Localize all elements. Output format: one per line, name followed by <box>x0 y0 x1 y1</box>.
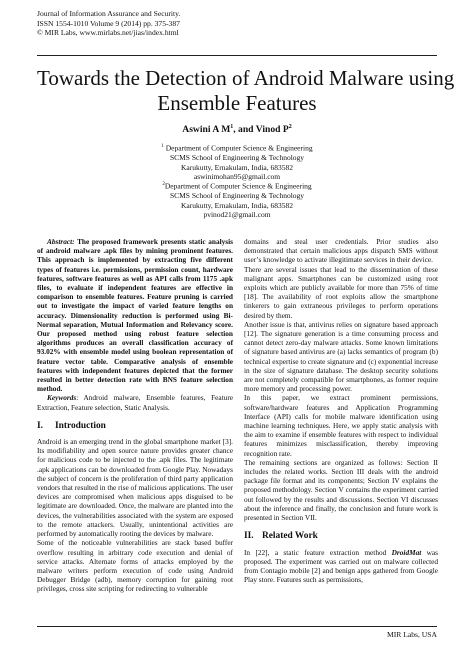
author-2-sup: 2 <box>288 124 292 130</box>
affiliation-1-school: SCMS School of Engineering & Technology <box>169 153 305 162</box>
intro-paragraph-6: In this paper, we extract prominent permissions, software/hardware features and Application Programming Interface (API) calls for mobile malware identification using machine learning techniques. Here, we apply static analysis with the aim to examine if ensemble features with respect to individual features minimizes misclassification, thereby improving recognition rate. <box>244 393 438 458</box>
affiliation-1-sup: 1 <box>161 144 164 149</box>
affiliation-1-address: Karukutty, Ernakulam, India, 683582 <box>181 162 293 172</box>
keywords-label: Keywords <box>47 393 77 403</box>
related-work-text-a: In [22], a static feature extraction method <box>244 547 392 557</box>
intro-paragraph-4: There are several issues that lead to the dissemination of these malignant apps. Smartphones can be customized using root exploits which are publicly available for more than 75% of time [18]. The availability of root exploits allow the smartphone tinkerers to gain extraneous privileges to perform operations desired by them. <box>244 264 438 320</box>
affiliation-2-sup: 2 <box>162 182 165 187</box>
journal-issn: ISSN 1554-1010 Volume 9 (2014) pp. 375-387 <box>37 18 180 28</box>
intro-paragraph-5: Another issue is that, antivirus relies on signature based approach [12]. The signature generation is a time consuming process and cannot detect zero-day malware attacks. Some known limitations of signature based antivirus are (a) lacks semantics of program (b) technical expertise to create signature and (c) exponential increase in the size of signature database. The desktop security solutions are not completely compatible for smartphones, as former require more memory and processing power. <box>244 319 438 394</box>
section-2-title: Related Work <box>262 531 318 542</box>
abstract-text: The proposed framework presents static analysis of android malware .apk files by mining prominent features. This approach is implemented by extracting five different types of features i.e. permissions, permission count, hardware features, software features as well as API calls from 1175 .apk files, to evaluate if independent features are effective in comparison to ensemble features. Feature pruning is carried out to investigate the impact of varied feature lengths on accuracy. Dimensionality reduction is performed using Bi-Normal separation, Mutual Information and Relevancy score. Our proposed method using robust feature selection algorithms produces an overall classification accuracy of 93.02% with ensemble model using boolean representation of feature vector table. Comparative analysis of ensemble features with independent features depicted that the former resulted in better detection rate with BNS feature selection method. <box>37 237 233 394</box>
keywords <box>37 393 233 411</box>
related-work-text-b: was proposed. The experiment was carried out on malware collected from Contagio mobile [2] and benign apps gathered from Google Play store. Features such as permissions, <box>244 547 438 585</box>
author-separator: , and <box>233 124 256 136</box>
paper-title <box>37 66 455 116</box>
affiliation-2-address: Karukutty, Ernakulam, India, 683582 <box>181 200 293 210</box>
footer-divider <box>37 626 437 627</box>
intro-paragraph-2: Some of the noticeable vulnerabilities are stack based buffer overflow resulting in arbitrary code execution and denial of service attacks. Alternate forms of attacks employed by the malware writers perform execution of code using Android Debugger Bridge (adb), memory corruption for gaining root privileges, cross site scripting for redirecting to vulnerable <box>37 538 233 594</box>
title-line-1: Towards the Detection of Android Malware using <box>37 66 455 90</box>
intro-paragraph-7: The remaining sections are organized as follows: Section II includes the related works. Section III deals with the android package file format and its components; Section IV explains the proposed methodology. Section V contains the experiment carried out followed by the results and discussions. Section VI discusses about the inference and finally, the conclusion and future work is presented in Section VII. <box>244 457 438 523</box>
affiliation-1-email: aswinimohan95@gmail.com <box>193 172 281 181</box>
author-list <box>37 124 437 135</box>
affiliation-1 <box>37 142 437 182</box>
related-work-paragraph-1 <box>244 548 438 585</box>
affiliation-2-dept: Department of Computer Science & Engineering <box>164 181 312 191</box>
right-column <box>244 237 438 584</box>
section-1-number: I. <box>37 420 43 431</box>
journal-header <box>37 9 180 38</box>
intro-paragraph-1: Android is an emerging trend in the global smartphone market [3]. Its modifiability and open source nature provides greater chance for malicious code to be injected to the .apk files. The legitimate .apk applications can be downloaded from Google Play. Nowadays the subject of concern is the proliferation of third party application vendors that resulted in the rise of malicious applications. The user devices are compromised when malicious apps disguised to be legitimate are downloaded. Once, the malware are planted into the devices, the vulnerabilities associated with the system are exposed to the remote attackers. Usually, unintentional activities are performed by automatically rooting the devices by malware. <box>37 437 233 539</box>
header-divider <box>37 55 437 56</box>
affiliation-2-email: pvinod21@gmail.com <box>203 210 271 219</box>
journal-copyright: © MIR Labs, www.mirlabs.net/jias/index.html <box>37 28 179 38</box>
affiliation-2 <box>37 180 437 220</box>
journal-name: Journal of Information Assurance and Security. <box>37 9 181 18</box>
abstract <box>37 237 233 393</box>
title-line-2: Ensemble Features <box>157 91 317 115</box>
abstract-label: Abstract: <box>47 237 75 246</box>
affiliation-2-school: SCMS School of Engineering & Technology <box>169 191 305 200</box>
section-1-heading <box>37 422 233 431</box>
keywords-text: : Android malware, Ensemble features, Feature Extraction, Feature selection, Static Analysis. <box>37 393 233 412</box>
author-1-sup: 1 <box>230 124 234 130</box>
droidmat-term: DroidMat <box>391 547 422 557</box>
author-2-name: Vinod P <box>255 124 289 136</box>
footer-publisher: MIR Labs, USA <box>387 630 437 639</box>
section-2-number: II. <box>244 531 254 542</box>
section-1-title: Introduction <box>55 420 106 431</box>
intro-paragraph-3: domains and steal user credentials. Prior studies also demonstrated that certain malicious apps dispatch SMS without user’s knowledge to activate illegitimate services in their device. <box>244 237 438 265</box>
left-column <box>37 237 233 594</box>
section-2-heading <box>244 532 438 541</box>
affiliation-1-dept: Department of Computer Science & Engineering <box>163 143 313 153</box>
author-1-name: Aswini A M <box>182 124 231 136</box>
